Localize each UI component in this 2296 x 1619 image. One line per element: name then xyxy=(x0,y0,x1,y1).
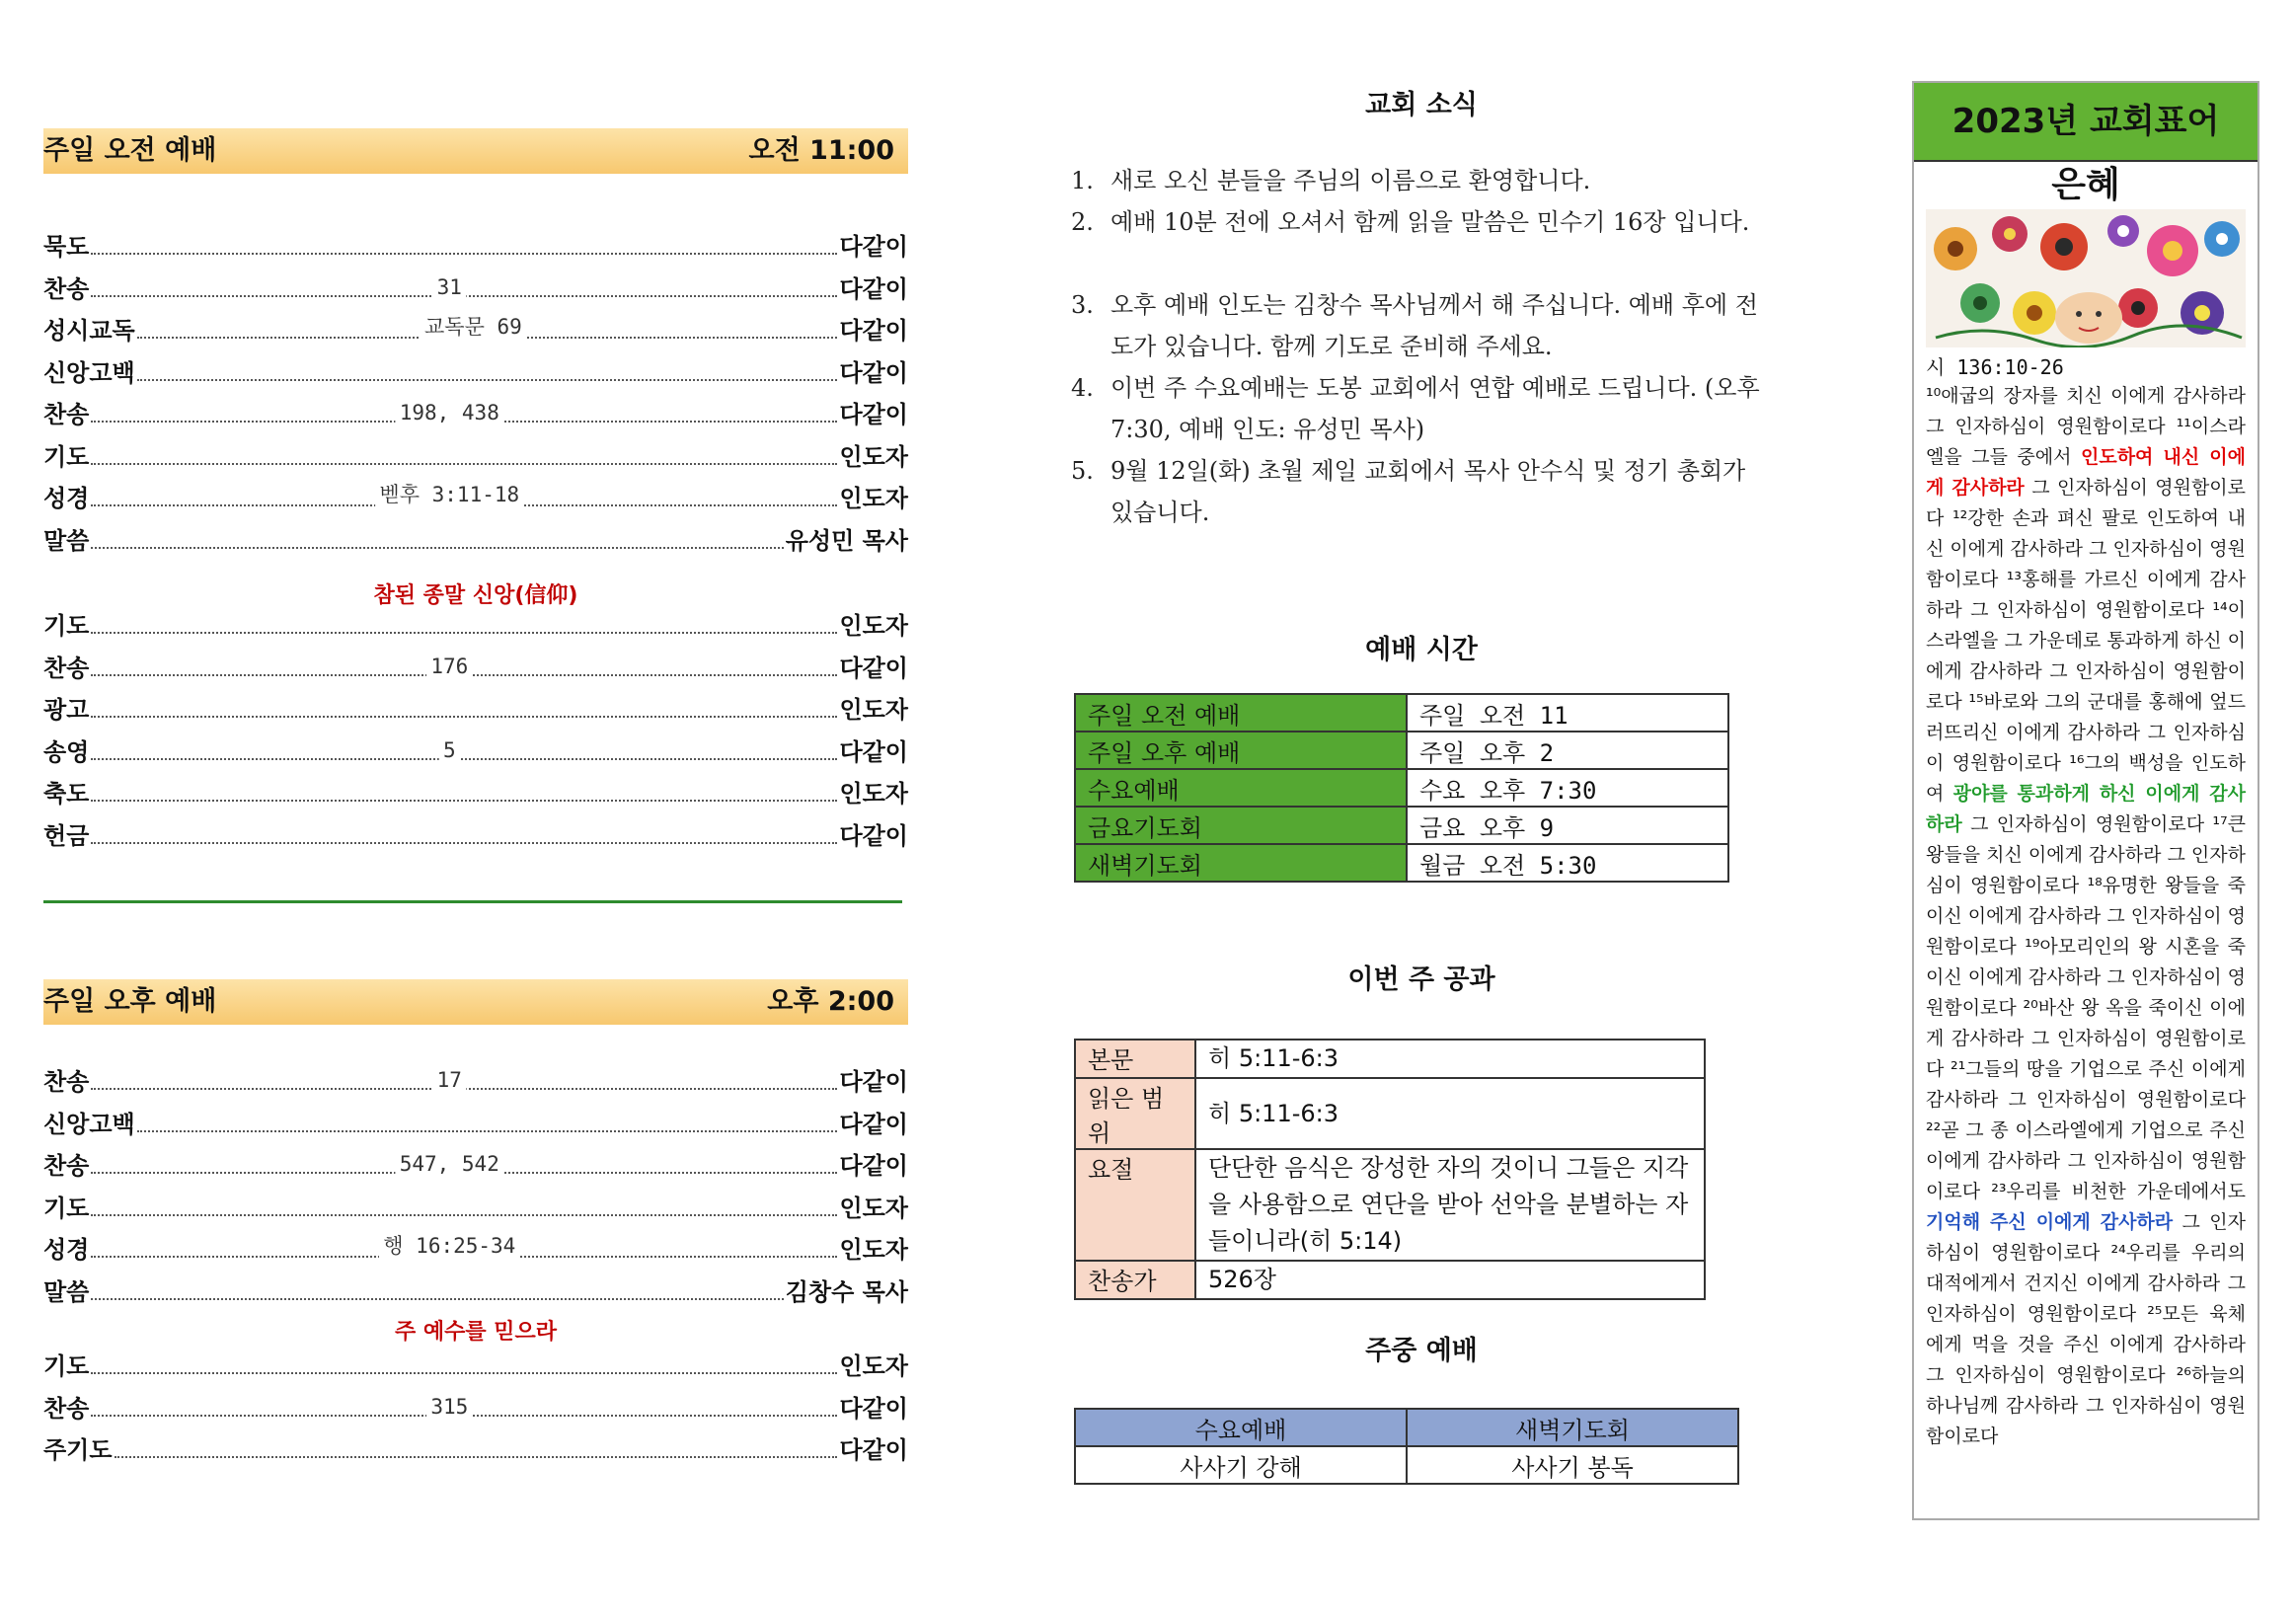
order-item-name: 성경 xyxy=(43,1236,90,1264)
table-value: 526장 xyxy=(1195,1261,1705,1299)
table-row xyxy=(1075,807,1728,844)
news-text: 9월 12일(화) 초월 제일 교회에서 목사 안수식 및 정기 총회가 있습니다. xyxy=(1110,457,1746,526)
dot-leader xyxy=(91,525,783,549)
table-value: 단단한 음식은 장성한 자의 것이니 그들은 지각을 사용함으로 연단을 받아 선악을 분별하는 자들이니라(히 5:14) xyxy=(1195,1149,1705,1261)
morning-title: 주일 오전 예배 xyxy=(43,135,217,166)
order-item-name: 찬송 xyxy=(43,401,90,428)
order-item-detail: 행 16:25-34 xyxy=(379,1230,519,1260)
order-item-name: 신앙고백 xyxy=(43,1110,135,1138)
order-item-person: 인도자 xyxy=(839,1352,908,1380)
table-row xyxy=(1075,1078,1705,1149)
afternoon-title: 주일 오후 예배 xyxy=(43,986,217,1017)
motto-word: 은혜 xyxy=(2051,165,2120,205)
order-item-person: 인도자 xyxy=(839,612,908,640)
news-text: 오후 예배 인도는 김창수 목사님께서 해 주십니다. 예배 후에 전도가 있습니다. 함께 기도로 준비해 주세요. xyxy=(1110,291,1758,360)
order-item-person: 김창수 목사 xyxy=(785,1277,908,1306)
table-value: 수요 오후 7:30 xyxy=(1407,769,1728,807)
order-item-person: 다같이 xyxy=(839,358,908,387)
dot-leader xyxy=(91,1066,837,1090)
order-row xyxy=(43,437,908,477)
order-row xyxy=(43,690,908,730)
motto-panel xyxy=(1912,81,2259,1520)
midweek-title: 주중 예배 xyxy=(1365,1336,1478,1366)
order-item-name: 말씀 xyxy=(43,526,90,555)
dot-leader xyxy=(91,1276,783,1300)
dot-leader xyxy=(137,1109,838,1132)
order-item-person: 다같이 xyxy=(839,401,908,428)
order-item-name: 찬송 xyxy=(43,1152,90,1180)
morning-sermon-title: 참된 종말 신앙(信仰) xyxy=(373,583,578,608)
news-item xyxy=(1071,160,1762,201)
motto-title: 2023년 교회표어 xyxy=(1914,83,2258,162)
order-row xyxy=(43,606,908,646)
order-row xyxy=(43,479,908,518)
order-item-name: 헌금 xyxy=(43,821,90,850)
news-number: 3. xyxy=(1071,291,1094,319)
worship-times-table xyxy=(1074,693,1729,883)
table-row xyxy=(1075,1149,1705,1261)
middle-column xyxy=(987,0,1797,1619)
dot-leader xyxy=(115,1434,838,1458)
table-row xyxy=(1075,844,1728,882)
table-value: 금요 오후 9 xyxy=(1407,807,1728,844)
psalm-reference: 시 136:10-26 xyxy=(1926,355,2064,379)
order-item-person: 다같이 xyxy=(839,654,908,682)
psalm-highlight: 기억해 주신 이에게 감사하라 xyxy=(1926,1211,2174,1233)
dot-leader xyxy=(137,315,838,339)
lesson-title: 이번 주 공과 xyxy=(1347,964,1495,995)
order-item-name: 기도 xyxy=(43,442,90,471)
psalm-segment: ¹⁰애굽의 장자를 치신 이에게 감사하라 그 인자하심이 영원함이로다 ¹¹이스라엘을 그들 중에서 xyxy=(1926,385,2246,468)
psalm-segment: 그 인자하심이 영원함이로다 ¹²강한 손과 펴신 팔로 인도하여 내신 이에게 감사하라 그 인자하심이 영원함이로다 ¹³홍해를 가르신 이에게 감사하라 그 인자하심이 영원함이로다 ¹⁴이스라엘을 그 가운데로 통과하게 하신 이에게 감사하라 그 인자하심이 영원함이로다 ¹⁵바로와 그의 군대를 홍해에 엎드러뜨리신 이에게 감사하라 그 인자하심이 영원함이로다 ¹⁶그의 백성을 인도하여 xyxy=(1926,477,2247,805)
dot-leader xyxy=(91,441,837,465)
dot-leader xyxy=(91,610,837,634)
table-value: 주일 오후 2 xyxy=(1407,732,1728,769)
worship-times-title: 예배 시간 xyxy=(1365,635,1478,665)
order-row xyxy=(43,1062,908,1102)
order-row xyxy=(43,1272,908,1312)
dot-leader xyxy=(91,231,837,255)
news-item xyxy=(1071,284,1762,367)
order-row xyxy=(43,1430,908,1470)
news-number: 4. xyxy=(1071,374,1094,402)
order-row xyxy=(43,1347,908,1386)
order-item-detail: 17 xyxy=(433,1068,466,1092)
order-item-name: 찬송 xyxy=(43,1068,90,1096)
table-value: 히 5:11-6:3 xyxy=(1195,1040,1705,1078)
order-item-name: 찬송 xyxy=(43,1394,90,1423)
order-item-person: 유성민 목사 xyxy=(785,526,908,555)
order-row xyxy=(43,1389,908,1428)
order-item-name: 묵도 xyxy=(43,233,90,261)
order-item-name: 축도 xyxy=(43,780,90,808)
order-row xyxy=(43,395,908,434)
order-row xyxy=(43,270,908,309)
psalm-segment: 그 인자하심이 영원함이로다 ²⁴우리를 우리의 대적에게서 건지신 이에게 감사하라 그 인자하심이 영원함이로다 ²⁵모든 육체에게 먹을 것을 주신 이에게 감사하라 그 인자하심이 영원함이로다 ²⁶하늘의 하나님께 감사하라 그 인자하심이 영원함이로다 xyxy=(1926,1211,2246,1447)
midweek-body-dawn: 사사기 봉독 xyxy=(1407,1446,1738,1484)
order-item-name: 기도 xyxy=(43,612,90,640)
dot-leader xyxy=(91,1150,837,1174)
news-number: 5. xyxy=(1071,457,1094,485)
order-row xyxy=(43,1230,908,1270)
table-row xyxy=(1075,1040,1705,1078)
news-item xyxy=(1071,201,1762,243)
order-item-person: 다같이 xyxy=(839,1068,908,1096)
news-title: 교회 소식 xyxy=(1365,90,1478,120)
news-text: 예배 10분 전에 오셔서 함께 읽을 말씀은 민수기 16장 입니다. xyxy=(1110,208,1750,236)
table-key: 새벽기도회 xyxy=(1075,844,1407,882)
dot-leader xyxy=(91,1193,837,1216)
order-item-name: 말씀 xyxy=(43,1277,90,1306)
news-item xyxy=(1071,450,1762,533)
dot-leader xyxy=(91,653,837,676)
order-item-name: 기도 xyxy=(43,1194,90,1222)
order-item-name: 광고 xyxy=(43,696,90,724)
dot-leader xyxy=(91,778,837,802)
psalm-highlight: 광야를 통과하게 하신 이에게 감사하라 xyxy=(1926,783,2246,835)
order-item-person: 인도자 xyxy=(839,485,908,512)
order-item-detail: 547, 542 xyxy=(396,1152,503,1176)
table-row xyxy=(1075,1261,1705,1299)
dot-leader xyxy=(91,483,837,506)
news-text: 이번 주 수요예배는 도봉 교회에서 연합 예배로 드립니다. (오후 7:30, 예배 인도: 유성민 목사) xyxy=(1110,374,1760,443)
order-item-person: 다같이 xyxy=(839,821,908,850)
order-item-name: 성시교독 xyxy=(43,317,135,345)
order-item-detail: 198, 438 xyxy=(396,401,503,424)
table-value: 월금 오전 5:30 xyxy=(1407,844,1728,882)
afternoon-header xyxy=(43,979,908,1025)
table-key: 읽은 범위 xyxy=(1075,1078,1195,1149)
order-item-name: 송영 xyxy=(43,737,90,766)
morning-header xyxy=(43,128,908,174)
morning-time: 오전 11:00 xyxy=(748,135,894,166)
order-item-detail: 교독문 69 xyxy=(421,311,526,341)
order-item-person: 다같이 xyxy=(839,1394,908,1423)
midweek-body-row xyxy=(1075,1446,1738,1484)
dot-leader xyxy=(91,1350,837,1374)
order-item-person: 인도자 xyxy=(839,1236,908,1264)
order-item-name: 신앙고백 xyxy=(43,358,135,387)
order-row xyxy=(43,774,908,813)
midweek-head-dawn: 새벽기도회 xyxy=(1407,1409,1738,1446)
table-key: 요절 xyxy=(1075,1149,1195,1261)
order-item-detail: 31 xyxy=(433,275,466,299)
dot-leader xyxy=(91,1234,837,1258)
midweek-head-row xyxy=(1075,1409,1738,1446)
order-item-person: 다같이 xyxy=(839,274,908,303)
order-item-person: 다같이 xyxy=(839,1152,908,1180)
order-item-detail: 5 xyxy=(439,738,460,762)
order-item-name: 주기도 xyxy=(43,1436,113,1464)
table-key: 주일 오후 예배 xyxy=(1075,732,1407,769)
table-value: 히 5:11-6:3 xyxy=(1195,1078,1705,1149)
dot-leader xyxy=(137,357,838,381)
dot-leader xyxy=(91,736,837,760)
dot-leader xyxy=(91,820,837,844)
dot-leader xyxy=(91,694,837,718)
psalm-highlight: 인도하여 내신 이에게 감사하라 xyxy=(1926,446,2246,499)
order-row xyxy=(43,353,908,393)
table-row xyxy=(1075,732,1728,769)
news-number: 1. xyxy=(1071,167,1094,194)
order-item-detail: 315 xyxy=(426,1395,472,1419)
lesson-table xyxy=(1074,1039,1706,1300)
order-item-person: 인도자 xyxy=(839,780,908,808)
order-item-name: 성경 xyxy=(43,485,90,512)
order-item-person: 다같이 xyxy=(839,1110,908,1138)
order-row xyxy=(43,227,908,267)
order-item-person: 다같이 xyxy=(839,737,908,766)
order-item-person: 인도자 xyxy=(839,1194,908,1222)
dot-leader xyxy=(91,1393,837,1417)
order-item-detail: 벧후 3:11-18 xyxy=(375,479,523,508)
psalm-text xyxy=(1926,381,2246,1452)
order-row xyxy=(43,816,908,856)
order-item-person: 다같이 xyxy=(839,317,908,345)
table-value: 주일 오전 11 xyxy=(1407,694,1728,732)
midweek-head-wed: 수요예배 xyxy=(1075,1409,1407,1446)
afternoon-time: 오후 2:00 xyxy=(767,986,894,1017)
section-divider xyxy=(43,900,902,903)
news-text: 새로 오신 분들을 주님의 이름으로 환영합니다. xyxy=(1110,167,1591,194)
order-item-name: 찬송 xyxy=(43,654,90,682)
order-row xyxy=(43,649,908,688)
order-row xyxy=(43,311,908,350)
order-row xyxy=(43,1189,908,1228)
news-item xyxy=(1071,367,1762,450)
order-item-name: 찬송 xyxy=(43,274,90,303)
order-item-name: 기도 xyxy=(43,1352,90,1380)
order-item-person: 다같이 xyxy=(839,233,908,261)
table-key: 수요예배 xyxy=(1075,769,1407,807)
order-row xyxy=(43,521,908,561)
order-item-person: 인도자 xyxy=(839,696,908,724)
table-key: 찬송가 xyxy=(1075,1261,1195,1299)
news-number: 2. xyxy=(1071,208,1094,236)
midweek-body-wed: 사사기 강해 xyxy=(1075,1446,1407,1484)
order-item-person: 다같이 xyxy=(839,1436,908,1464)
table-key: 주일 오전 예배 xyxy=(1075,694,1407,732)
order-row xyxy=(43,1146,908,1186)
order-row xyxy=(43,1105,908,1144)
table-row xyxy=(1075,769,1728,807)
dot-leader xyxy=(91,399,837,423)
order-row xyxy=(43,732,908,772)
midweek-table xyxy=(1074,1408,1739,1485)
order-item-detail: 176 xyxy=(426,655,472,678)
table-key: 본문 xyxy=(1075,1040,1195,1078)
psalm-segment: 그 인자하심이 영원함이로다 ¹⁷큰 왕들을 치신 이에게 감사하라 그 인자하심이 영원함이로다 ¹⁸유명한 왕들을 죽이신 이에게 감사하라 그 인자하심이 영원함이로다 ¹⁹아모리인의 왕 시혼을 죽이신 이에게 감사하라 그 인자하심이 영원함이로다 ²⁰바산 왕 옥을 죽이신 이에게 감사하라 그 인자하심이 영원함이로다 ²¹그들의 땅을 기업으로 주신 이에게 감사하라 그 인자하심이 영원함이로다 ²²곧 그 종 이스라엘에게 기업으로 주신 이에게 감사하라 그 인자하심이 영원함이로다 ²³우리를 비천한 가운데에서도 xyxy=(1926,813,2246,1202)
order-item-person: 인도자 xyxy=(839,442,908,471)
dot-leader xyxy=(91,273,837,297)
flower-illustration xyxy=(1926,209,2246,347)
table-row xyxy=(1075,694,1728,732)
afternoon-sermon-title: 주 예수를 믿으라 xyxy=(394,1320,558,1345)
table-key: 금요기도회 xyxy=(1075,807,1407,844)
